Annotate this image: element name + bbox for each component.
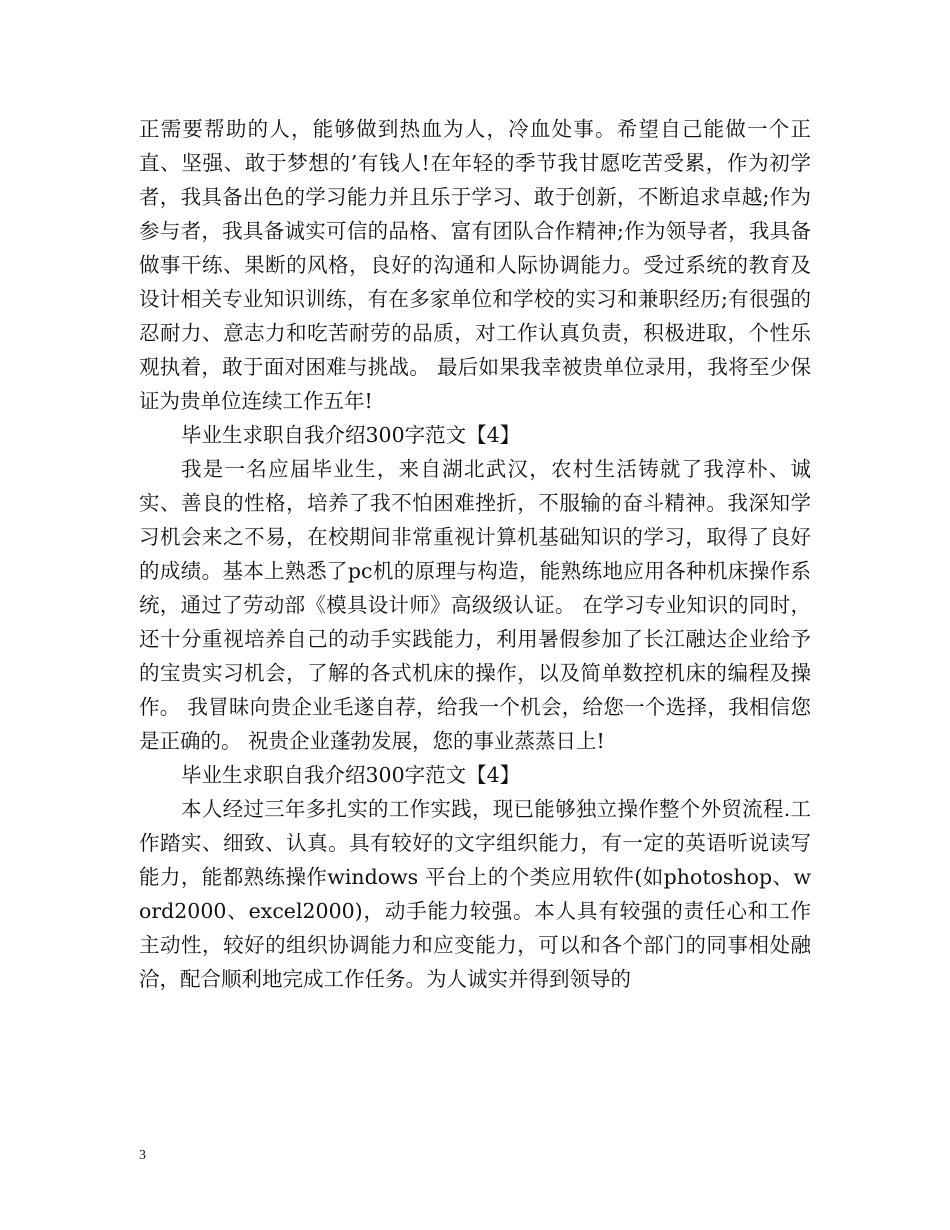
page-content xyxy=(139,112,811,996)
body-paragraph: 我是一名应届毕业生，来自湖北武汉，农村生活铸就了我淳朴、诚实、善良的性格，培养了我不怕困难挫折，不服输的奋斗精神。我深知学习机会来之不易，在校期间非常重视计算机基础知识的学习，取得了良好的成绩。基本上熟悉了pc机的原理与构造，能熟练地应用各种机床操作系统，通过了劳动部《模具设计师》高级级认证。 在学习专业知识的同时，还十分重视培养自己的动手实践能力，利用暑假参加了长江融达企业给予的宝贵实习机会，了解的各式机床的操作，以及简单数控机床的编程及操作。 我冒昧向贵企业毛遂自荐，给我一个机会，给您一个选择，我相信您是正确的。 祝贵企业蓬勃发展，您的事业蒸蒸日上! xyxy=(139,457,811,753)
section-heading: 毕业生求职自我介绍300字范文【4】 xyxy=(181,423,521,447)
body-paragraph: 本人经过三年多扎实的工作实践，现已能够独立操作整个外贸流程.工作踏实、细致、认真。具有较好的文字组织能力，有一定的英语听说读写能力，能都熟练操作windows 平台上的个类应用软件(如photoshop、word2000、excel2000)，动手能力较强。本人具有较强的责任心和工作主动性，较好的组织协调能力和应变能力，可以和各个部门的同事相处融洽，配合顺利地完成工作任务。为人诚实并得到领导的 xyxy=(139,797,811,991)
page-number: 3 xyxy=(139,1148,146,1163)
body-paragraph: 正需要帮助的人，能够做到热血为人，冷血处事。希望自己能做一个正直、坚强、敢于梦想的’有钱人!在年轻的季节我甘愿吃苦受累，作为初学者，我具备出色的学习能力并且乐于学习、敢于创新，不断追求卓越;作为参与者，我具备诚实可信的品格、富有团队合作精神;作为领导者，我具备做事干练、果断的风格，良好的沟通和人际协调能力。受过系统的教育及设计相关专业知识训练，有在多家单位和学校的实习和兼职经历;有很强的忍耐力、意志力和吃苦耐劳的品质，对工作认真负责，积极进取，个性乐观执着，敢于面对困难与挑战。 最后如果我幸被贵单位录用，我将至少保证为贵单位连续工作五年! xyxy=(139,117,811,413)
section-heading: 毕业生求职自我介绍300字范文【4】 xyxy=(181,763,521,787)
